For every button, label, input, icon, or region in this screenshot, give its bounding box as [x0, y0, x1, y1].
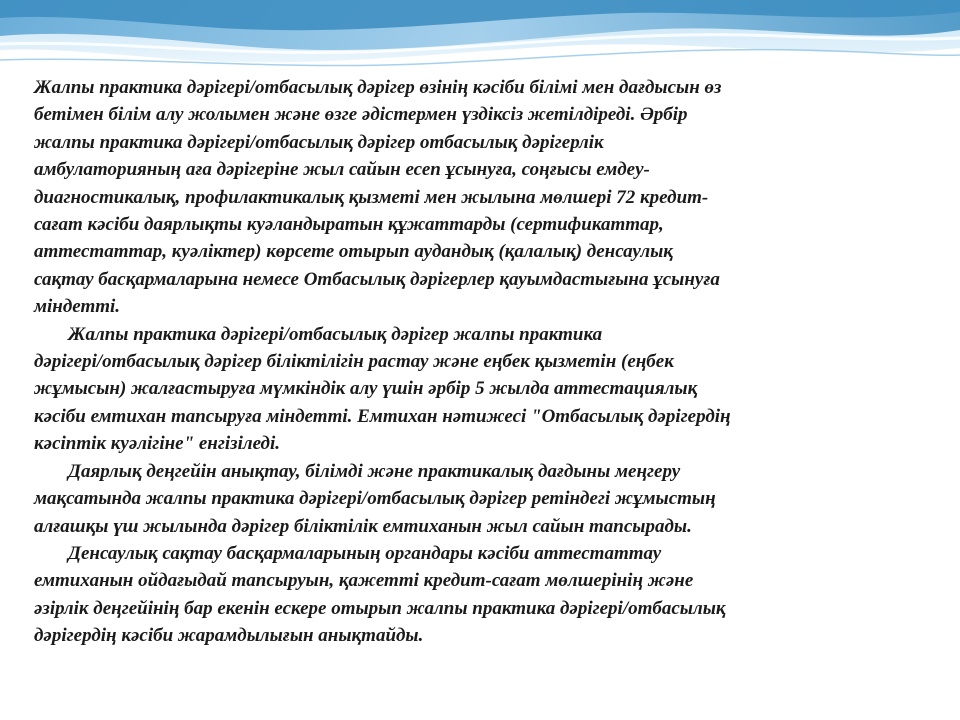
paragraph-4-line-3: әзірлік деңгейінің бар екенін ескере отырып жалпы практика дәрігері/отбасылық — [34, 597, 726, 619]
paragraph-1-line-3: жалпы практика дәрігері/отбасылық дәрігер отбасылық дәрігерлік — [34, 131, 604, 153]
wave-band-back — [0, 0, 960, 62]
wave-thin-line — [0, 50, 960, 66]
paragraph-2-line-3: жұмысын) жалғастыруға мүмкіндік алу үшін әрбір 5 жылда аттестациялық — [34, 378, 698, 400]
paragraph-4-line-4: дәрігердің кәсіби жарамдылығын анықтайды. — [34, 625, 424, 647]
paragraph-2-line-5: кәсіптік куәлігіне" енгізіледі. — [34, 433, 281, 455]
paragraph-2-line-1: Жалпы практика дәрігері/отбасылық дәрігер жалпы практика — [68, 323, 603, 345]
paragraph-4-line-2: емтиханын ойдағыдай тапсыруын, қажетті кредит-сағат мөлшерінің және — [34, 570, 694, 592]
paragraph-1-line-5: диагностикалық, профилактикалық қызметі мен жылына мөлшері 72 кредит- — [34, 186, 709, 208]
paragraph-3-line-1: Даярлық деңгейін анықтау, білімді және практикалық дағдыны меңгеру — [68, 460, 681, 482]
wave-band-main — [0, 0, 960, 50]
slide-body — [34, 74, 914, 650]
wave-white-streak — [0, 35, 960, 53]
paragraph-3 — [34, 458, 914, 540]
paragraph-2 — [34, 321, 914, 458]
paragraph-1-line-4: амбулаторияның аға дәрігеріне жыл сайын есеп ұсынуға, соңғысы емдеу- — [34, 159, 650, 181]
paragraph-3-line-3: алғашқы үш жылында дәрігер біліктілік емтиханын жыл сайын тапсырады. — [34, 515, 692, 537]
paragraph-1-line-7: аттестаттар, куәліктер) көрсете отырып аудандық (қалалық) денсаулық — [34, 241, 673, 263]
paragraph-3-line-2: мақсатында жалпы практика дәрігері/отбасылық дәрігер ретіндегі жұмыстың — [34, 488, 716, 510]
paragraph-2-line-2: дәрігері/отбасылық дәрігер біліктілігін растау және еңбек қызметін (еңбек — [34, 351, 674, 373]
wave-band-highlight — [0, 0, 960, 30]
paragraph-1-line-1: Жалпы практика дәрігері/отбасылық дәрігер өзінің кәсіби білімі мен дағдысын өз — [34, 77, 722, 98]
paragraph-4 — [34, 540, 914, 650]
paragraph-1-line-2: бетімен білім алу жолымен және өзге әдістермен үздіксіз жетілдіреді. Әрбір — [34, 104, 688, 126]
paragraph-1-line-8: сақтау басқармаларына немесе Отбасылық дәрігерлер қауымдастығына ұсынуға — [34, 268, 720, 290]
paragraph-4-line-1: Денсаулық сақтау басқармаларының органдары кәсіби аттестаттау — [68, 542, 662, 564]
paragraph-1 — [34, 74, 914, 321]
paragraph-2-line-4: кәсіби емтихан тапсыруға міндетті. Емтихан нәтижесі "Отбасылық дәрігердің — [34, 405, 731, 427]
paragraph-1-line-6: сағат кәсіби даярлықты куәландыратын құжаттарды (сертификаттар, — [34, 214, 664, 236]
paragraph-1-line-9: міндетті. — [34, 296, 121, 318]
